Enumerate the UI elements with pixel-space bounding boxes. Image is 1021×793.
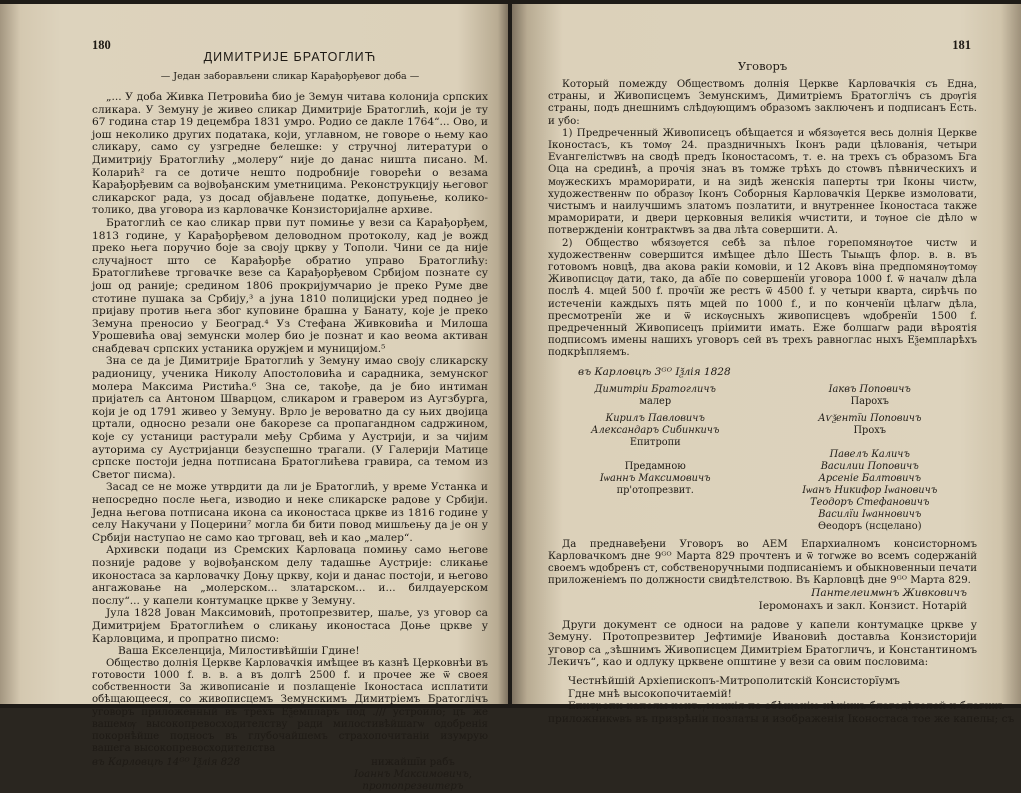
letter-text: Общество долнія Церкве Карловачкія имѣщее въ казнѣ Церковнѣи въ готовости 1000 f. в. в. а въ долгѣ 2500 f. и прочее же ѿ своея собственности За живописаніе и позлащеніе Іконостаса исплатити обѣщающееся, со живописцемъ Земунскимъ Димитріемъ Братоглічъ уговоръ приложенный въ трехъ Еѯемпларъ под ./// устроило; цъ же вашемѹ высокопревосходителству ради милостивѣйшагѡ одобренія покорнѣйше подносъ въ глубочайшемъ страхопочитаніи изумрую вашега высокопревосходителства: [92, 657, 488, 755]
letter-signer: Іоаннъ Максимовичъ, протопрезвитеръ: [354, 769, 472, 793]
signature: [548, 521, 763, 533]
contract-paragraph: 1) Предреченный Живописецъ обѣщается и ѡбязѹется весь долнія Церкве Іконостасъ, къ томѹ 24. праздничныхъ Іконъ ради цѣлованія, четыри Еѵангелістѡвъ на сводѣ предъ Іконостасомъ, т. е. на трехъ съ образомъ Бга Оца на срединѣ, а прочія знаъ въ томже трѣхъ до стоѡвъ пѣвническихъ и мѹжескихъ мраморирати, и на зидѣ женскія паперты три Іконы чистѡ, художественнѡ по образѹ Іконъ Соборныя Карловачкія Церкве измоловати, чистымъ и наилучшимъ златомъ позлатити, и внутреннее Іконостаса также мраморирати, и двери церковныя великія ѡчистити, и тѹное сіе дѣло ѡ потвержденіи контрактѡвъ за два лѣта совершити. А.: [548, 127, 977, 237]
page-number: 181: [952, 38, 971, 52]
left-page: [0, 4, 508, 793]
signature: Аѵѯентїи Поповичъ: [818, 412, 922, 424]
signature: Іаквъ Поповичъ: [828, 383, 911, 395]
signature: Ѳеодоръ (нсцелано): [817, 520, 922, 532]
paragraph: Други документ се односи на радове у капели контумацке цркве у Земуну. Протопрезвитер Јефтимије Ивановић доставља Конзисторији уговор са „зѣшнимъ Живописцем Димитріем Братогличъ, и Константиномъ Лекичъ“, као и одлуку црквене општине у вези са овим пословима:: [548, 618, 977, 669]
signature-block: [548, 384, 977, 533]
closing-line: Честнѣйшій Архіепископъ-Митрополитскій Консисторїумъ: [568, 675, 900, 688]
signature: Епитропи: [629, 436, 681, 448]
contract-title: Уговоръ: [737, 59, 788, 73]
contract-paragraph: 2) Общество ѡбязѹется себѣ за пѣлое горепомянѹтое чистѡ и художественнѡ совершится имѣщее дѣло Шесть Тыѩщъ флор. в. в. въ готовомъ новцѣ, два акова ракіи комовіи, и 12 Аковъ віна предпомянѹтомѹ Живописцѹ дати, тако, да абїе по совершенїи уговора 1000 f. ѿ началѡ дѣла послѣ 4. мцей 500 f. прочїи же рестъ ѿ 4500 f. у четыри кварта, сирѣчь по истеченіи каждыхъ пять мцей по 1000 f., и по конченїи цѣлагѡ дѣла, пресмотренїи же и ѿ искѹсныхъ живописцевъ ѡдобренїи 1500 f. предреченный Живописецъ пріимити имать. Еже болшагѡ ради вѣроятія подписомъ имены нашихъ уговоръ сей въ трехъ равноглас ныхъ Еѯемпларѣхъ подкрѣпляемъ.: [548, 237, 977, 359]
contract-paragraph: Который помежду Обществомъ долнія Церкве Карловачкія съ Една, страны, и Живописцемъ Земунскимъ, Димитріемъ Братоглічъ съ дрѹгія страны, подъ днешнимъ слѣдѹющимъ образомъ заключенъ и подписанъ Есть. и убо:: [548, 79, 977, 127]
paragraph: Зна се да је Димитрије Братоглић у Земуну имао своју сликарску радионицу, ученика Николу Апостоловића и сарадника, земунског молера Максима Ристића.⁶ Зна се, такође, да је био интиман пријатељ са Антоном Шварцом, сликаром и гравером из Аугзбурга, који је од 1791 живео у Земуну. Врло је вероватно да су њих двојица цртали, односно резали оне бакорезе са пропагандном садржином, које су устаници растурали међу Србима у Аустрији, и за чијим ауторима су Аустријанци безуспешно трагали. (У Галерији Матице српске постоји једна потписана Братоглићева гравира, са темом из Светог писма).: [92, 355, 488, 481]
article-subtitle: — Један заборављени сликар Карађорђевог доба —: [160, 71, 420, 82]
letter-signoff: нижайшїи рабъ: [371, 757, 455, 769]
signature: малер: [639, 395, 672, 407]
approval-role: Іеромонахъ и закл. Конзист. Нотарій: [758, 600, 967, 613]
signature: пр'отопрезвит.: [616, 484, 694, 496]
signature: [548, 509, 763, 521]
paragraph: Братоглић се као сликар први пут помиње у вези са Карађорђем, 1813 године, у Карађорђевом деловодном протоколу, кад је вожд преко њега поручио бoje за своју цркву у Тополи. Чини се да није случајност што се Карађорђе обратио управо Братоглићу: Братоглићеве трговачке везе са Карађорђевом Србијом познате су још од раније; средином 1806 прокријумчарио је преко Руме две стотине пушака за Србију,³ а јуна 1810 полицијски уред поднео је пријаву против њега због куповине брашна у Банату, које је преко Земуна преносио у Београд.⁴ Уз Стефана Живковића и Милоша Урошевића овај земунски молер био је познат и као веома активан снабдевач српских устаника оружјем и муницијом.⁵: [92, 216, 488, 355]
article-title: ДИМИТРИЈЕ БРАТОГЛИЋ: [203, 50, 377, 64]
signature: Іѡаннъ Максимовичъ: [599, 472, 711, 484]
closing-line: Гдне мнѣ высокопочитаемій!: [568, 687, 732, 700]
contract-date: въ Карловцѣ 3ᴳᴼ Іѯлія 1828: [578, 365, 731, 378]
signature: Александаръ Сибинкичъ: [591, 424, 720, 436]
letter-date: въ Карловцѣ 14ᴳᴼ Іѯлія 828: [92, 757, 241, 769]
right-page: [512, 4, 1021, 725]
signature: Димитріи Братогличъ: [594, 383, 716, 395]
paragraph: Јула 1828 Јован Максимовић, протопрезвитер, шаље, уз уговор са Димитријем Братоглићем о сликању иконостаса Доње цркве у Карловцима, и пропратно писмо:: [92, 607, 488, 645]
signature: [548, 449, 763, 461]
paragraph: Засад се не може утврдити да ли је Братоглић, у време Устанка и непосредно после њега, изводио и неке сликарске радове у Србији. Једна његова потписана икона са иконостаса цркве из 1816 године у селу Накучани у Поцерини⁷ могла би бити повод мишљењу да је он у Србији наступао не само као трговац, већ и као „малер“.: [92, 481, 488, 544]
letter-salutation: Ваша Екселенција, Милостивѣйшіи Гдине!: [118, 645, 360, 658]
approval-signer: Пантелеимѡнъ Живковичъ: [811, 587, 967, 600]
signature: Кирилъ Павловичъ: [605, 412, 705, 424]
signature: [763, 437, 978, 449]
paragraph: „... У доба Живка Петровића био је Земун читава колонија српских сликара. У Земуну је живео сликар Димитрије Братоглић, који је ту 67 година стар 19 децембра 1831 умро. Родио се дакле 1764“... Ово, и још неколико других података, који, углавном, не говоре о њему као сликару, само су узгредне белешке: у стручној литератури о Димитрију Братоглићу „молеру“ није до данас ништа писано. М. Коларић² га се дотиче нешто подробније говорећи о везама Карађорђевим са војвођанским уметницима. Реконструкцију његовог сликарског рада, уз досад објављене податке, допуњење, колико-толико, два уговора из карловачке Конзисторијалне архиве.: [92, 91, 488, 217]
signature: Теодоръ Стефановичъ: [810, 496, 930, 508]
signature: Парохъ: [850, 395, 889, 407]
closing-line: Епитропи капелы контѹмацкія по обѣщанію нѣкіихъ благодѣтелей и благихъ: [568, 700, 1005, 713]
page-number: 180: [92, 38, 111, 52]
signature: Павелъ Каличъ: [829, 448, 910, 460]
signature: Предамною: [624, 460, 686, 472]
closing-line: приложникѡвъ въ призрѣніи позлаты и изображенія Іконостаса тое же капелы; съ: [548, 712, 1015, 725]
signature: Арсеніе Балтовичъ: [818, 472, 922, 484]
signature: Іѡанъ Никифор Іѡановичъ: [802, 484, 938, 496]
paragraph: Архивски подаци из Сремских Карловаца помињу само његове позније радове у војвођанском делу тадашње Аустрије: сликање иконостаса за карловачку Доњу цркву, који и данас постоји, и његово ангажовање на „молерском... златарском... и... билдауерском послу“... у капели контумацке цркве у Земуну.: [92, 544, 488, 607]
signature: Василии Поповичъ: [820, 460, 919, 472]
signature: Прохъ: [853, 424, 886, 436]
signature: Василїи Іѡанновичъ: [818, 508, 922, 520]
approval-text: Да преднавеђени Уговоръ во АЕМ Епархиалномъ консисторномъ Карловачкомъ дне 9ᴳᴼ Марта 829 прочтенъ и ѿ тогѡже во всемъ содержаній своемъ ѡдобренъ ст, собственоручными подписаніемъ и обыкновенныи печати приложеніемъ по должности свидѣтелствою. Въ Карловцѣ дне 9ᴳᴼ Марта 829.: [548, 538, 977, 587]
signature: [548, 497, 763, 509]
